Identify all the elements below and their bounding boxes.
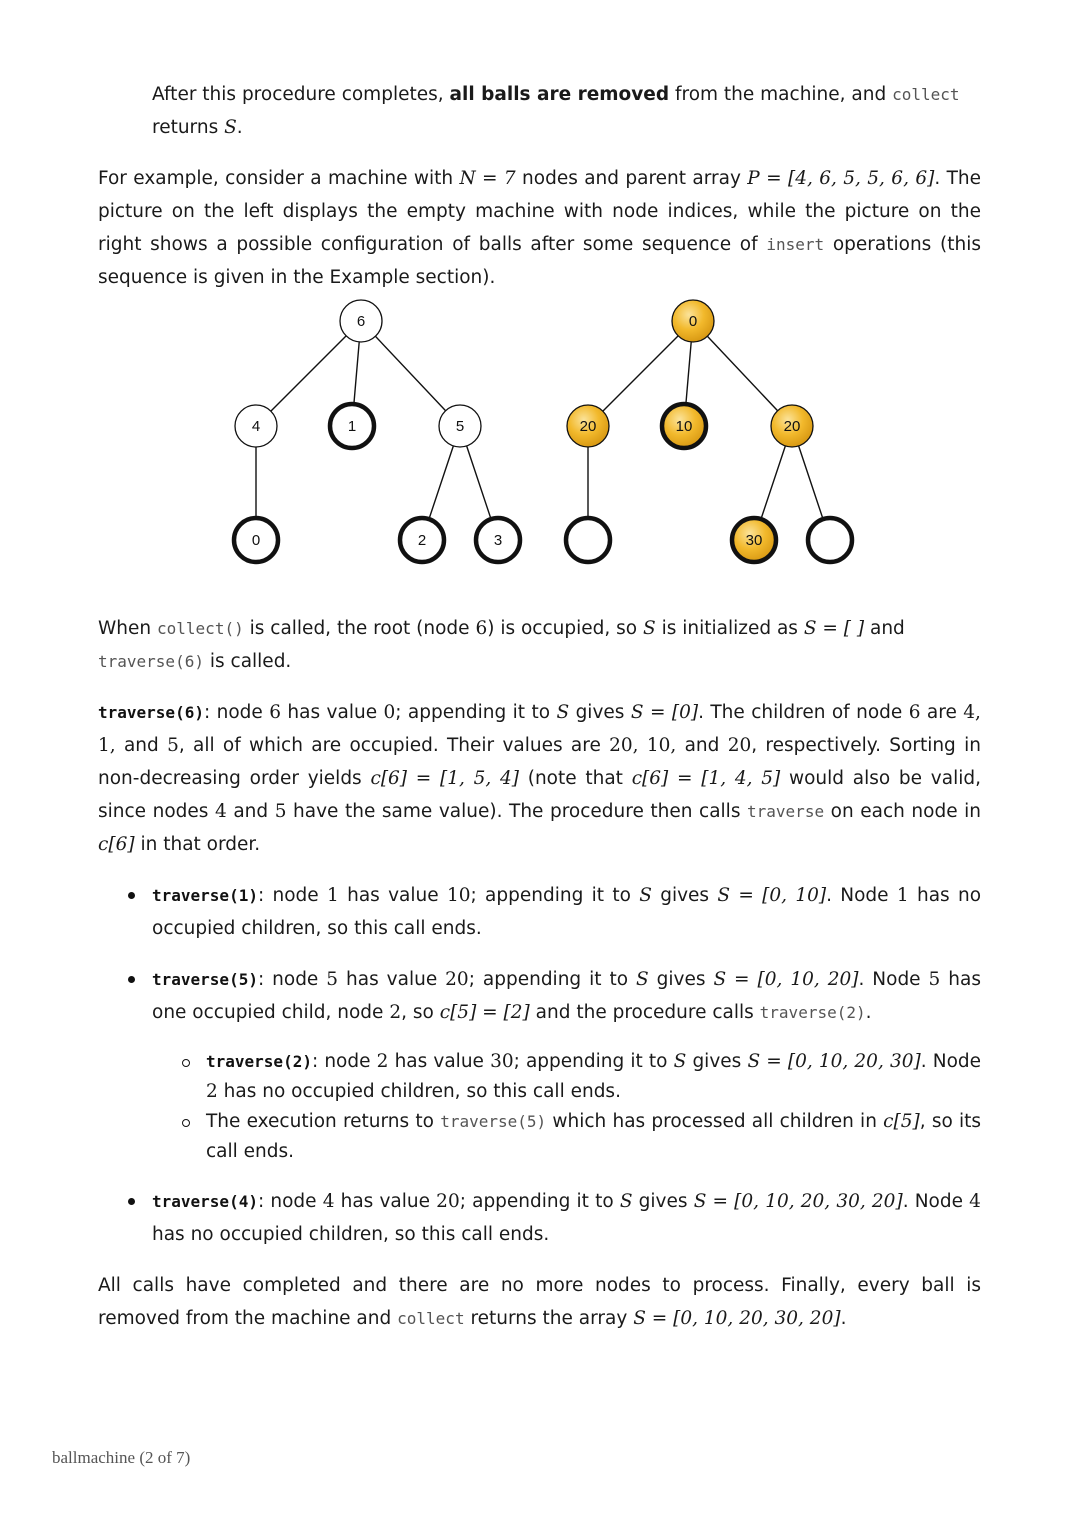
paragraph-example-intro: For example, consider a machine with N = 7 nodes and parent array P = [4, 6, 5, 5, 6, 6]. The picture on the left displays the empty machine with node indices, while the picture on the right shows a possible configuration of balls after some sequence of insert operations (this sequence is given in the Example section). xyxy=(98,168,981,288)
list-item: traverse(1): node 1 has value 10; appending it to S gives S = [0, 10]. Node 1 has no occupied children, so this call ends. xyxy=(98,879,981,945)
filled-machine-tree xyxy=(566,300,852,562)
node-label: 4 xyxy=(251,418,261,435)
empty-machine-tree xyxy=(234,300,520,562)
ball-machine-figure xyxy=(98,294,981,594)
paragraph-collect-called: When collect() is called, the root (node 6) is occupied, so S is initialized as S = [ ] and traverse(6) is called. xyxy=(98,618,905,672)
code-collect: collect xyxy=(892,85,960,104)
code-traverse-6-label: traverse(6) xyxy=(98,703,204,722)
paragraph-traverse-6: traverse(6): node 6 has value 0; appending it to S gives S = [0]. The children of node 6 are 4, 1, and 5, all of which are occupied. Their values are 20, 10, and 20, respectively. Sorting in non-decreasing order yields c[6] = [1, 5, 4] (note that c[6] = [1, 4, 5] would also be valid, since nodes 4 and 5 have the same value). The procedure then calls traverse on each node in c[6] in that order. xyxy=(98,702,981,855)
tree-diagrams xyxy=(98,294,981,594)
list-item: The execution returns to traverse(5) which has processed all children in c[5], so its call ends. xyxy=(98,1107,981,1167)
node-label: 1 xyxy=(347,418,357,435)
node-label: 0 xyxy=(688,313,698,330)
node-label: 2 xyxy=(417,532,427,549)
node-label: 3 xyxy=(493,532,503,549)
list-item: traverse(5): node 5 has value 20; appending it to S gives S = [0, 10, 20]. Node 5 has one occupied child, node 2, so c[5] = [2] and the procedure calls traverse(2). xyxy=(98,963,981,1029)
node-label: 10 xyxy=(675,418,693,435)
tree-node xyxy=(566,518,610,562)
equation-parent-array: P = [4, 6, 5, 5, 6, 6] xyxy=(747,168,935,189)
tree-node xyxy=(808,518,852,562)
equation-n: N = 7 xyxy=(459,168,516,189)
traverse-steps-list xyxy=(98,879,981,1251)
code-insert: insert xyxy=(766,235,825,254)
list-item: traverse(2): node 2 has value 30; appending it to S gives S = [0, 10, 20, 30]. Node 2 has no occupied children, so this call ends. xyxy=(98,1047,981,1107)
equation-s-empty: S = [ ] xyxy=(803,618,865,639)
page-footer: ballmachine (2 of 7) xyxy=(52,1448,191,1467)
node-label: 6 xyxy=(356,313,366,330)
bold-phrase: all balls are removed xyxy=(449,84,670,105)
node-label: 0 xyxy=(251,532,261,549)
node-label: 30 xyxy=(745,532,763,549)
node-label: 5 xyxy=(455,418,465,435)
node-label: 20 xyxy=(579,418,597,435)
code-collect-call: collect() xyxy=(157,619,244,638)
page-content xyxy=(98,78,981,1335)
paragraph-conclusion: All calls have completed and there are no more nodes to process. Finally, every ball is removed from the machine and collect returns the array S = [0, 10, 20, 30, 20]. xyxy=(98,1275,981,1329)
code-traverse-6: traverse(6) xyxy=(98,652,204,671)
list-item: traverse(4): node 4 has value 20; appending it to S gives S = [0, 10, 20, 30, 20]. Node 4 has no occupied children, so this call ends. xyxy=(98,1185,981,1251)
paragraph-collect-result: After this procedure completes, all balls are removed from the machine, and collect returns S. xyxy=(152,84,960,138)
node-label: 20 xyxy=(783,418,801,435)
